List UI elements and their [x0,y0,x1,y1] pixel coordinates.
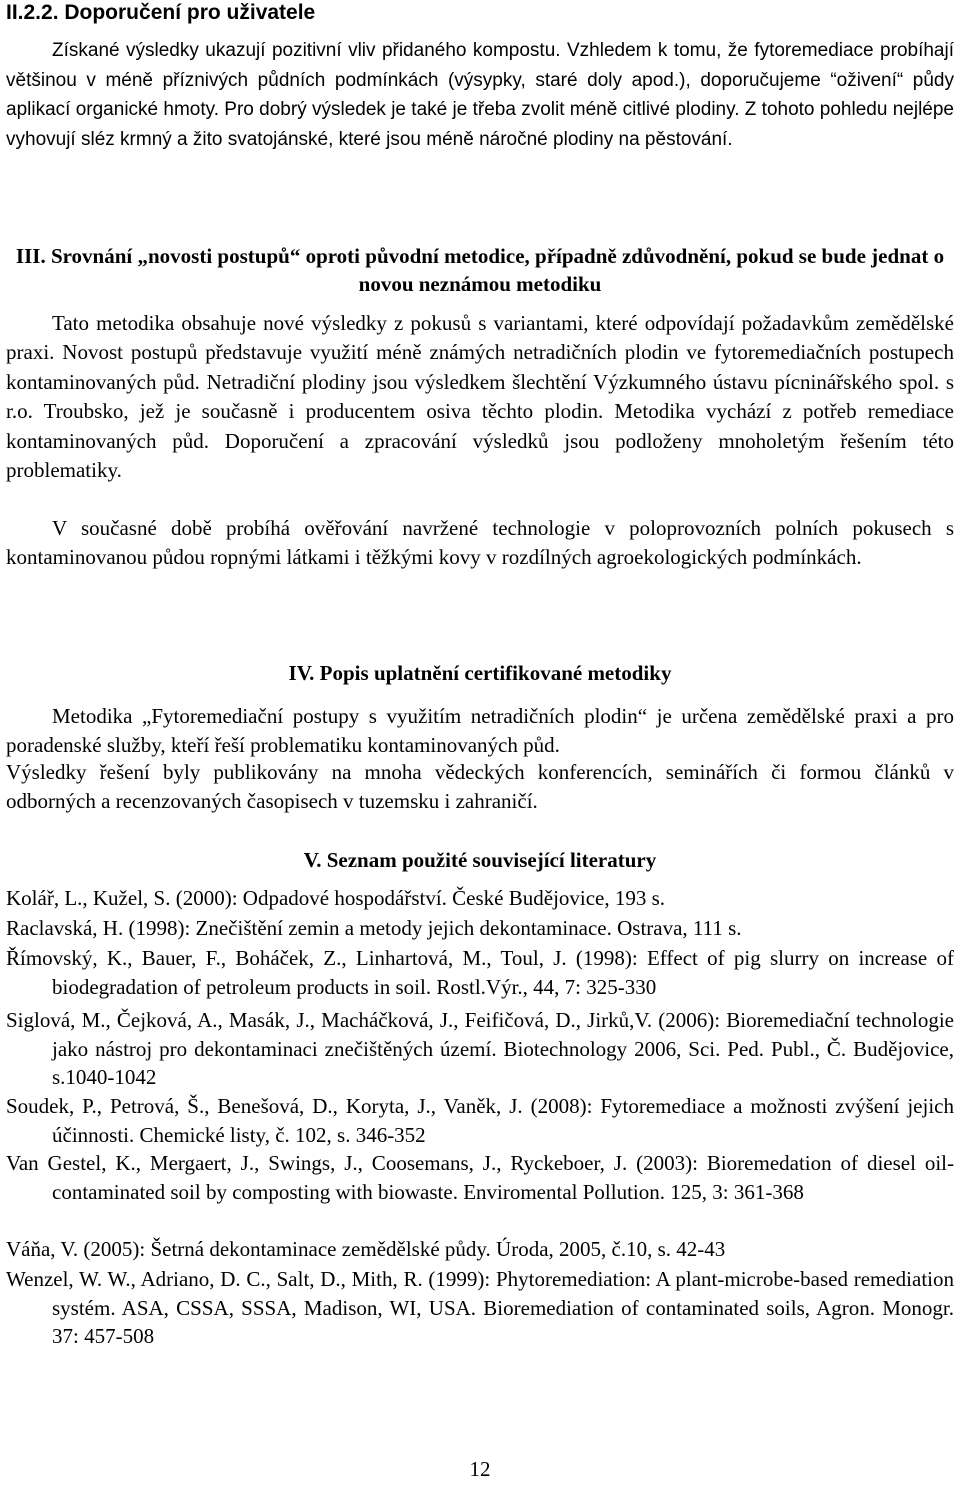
reference-item: Kolář, L., Kužel, S. (2000): Odpadové hospodářství. České Budějovice, 193 s. [6,886,666,910]
reference-item: Soudek, P., Petrová, Š., Benešová, D., Koryta, J., Vaněk, J. (2008): Fytoremediace a možnosti zvýšení jejich účinnosti. Chemické listy, č. 102, s. 346-352 [6,1094,954,1147]
paragraph-overovani: V současné době probíhá ověřování navržené technologie v poloprovozních polních pokusech s kontaminovanou půdou ropnými látkami i těžkými kovy v rozdílných agroekologických podmínkách. [6,516,954,570]
page-number: 12 [469,1457,491,1481]
section-heading-literatura: V. Seznam použité související literatury [303,848,657,872]
paragraph-novost-postupu: Tato metodika obsahuje nové výsledky z pokusů s variantami, které odpovídají požadavkům zemědělské praxi. Novost postupů představuje využití méně známých netradičních plodin ve fytoremediačních postupech kontaminovaných půd. Netradiční plodiny jsou výsledkem šlechtění Výzkumného ústavu pícninářského spol. s r.o. Troubsko, jež je současně i producentem osiva těchto plodin. Metodika vychází z potřeb remediace kontaminovaných půd. Doporučení a zpracování výsledků jsou podloženy mnoholetým řešením této problematiky. [6,311,954,483]
reference-item: Wenzel, W. W., Adriano, D. C., Salt, D., Mith, R. (1999): Phytoremediation: A plant-microbe-based remediation systém. ASA, CSSA, SSSA, Madison, WI, USA. Bioremediation of contaminated soils, Agron. Monogr. 37: 457-508 [6,1267,954,1349]
paragraph-doporuceni: Získané výsledky ukazují pozitivní vliv přidaného kompostu. Vzhledem k tomu, že fytoremediace probíhají většinou v méně příznivých půdních podmínkách (výsypky, staré doly apod.), doporučujeme “oživení“ půdy aplikací organické hmoty. Pro dobrý výsledek je také je třeba zvolit méně citlivé plodiny. Z tohoto pohledu nejlépe vyhovují sléz krmný a žito svatojánské, které jsou méně náročné plodiny na pěstování. [6,40,954,150]
reference-item: Váňa, V. (2005): Šetrná dekontaminace zemědělské půdy. Úroda, 2005, č.10, s. 42-43 [6,1237,726,1261]
section-heading-uplatneni: IV. Popis uplatnění certifikované metodiky [288,661,672,685]
reference-item: Siglová, M., Čejková, A., Masák, J., Macháčková, J., Feifičová, D., Jirků,V. (2006): Bioremediační technologie jako nástroj pro dekontaminaci znečištěných území. Biotechnology 2006, Sci. Ped. Publ., Č. Budějovice, s.1040-1042 [6,1008,954,1090]
reference-item: Římovský, K., Bauer, F., Boháček, Z., Linhartová, M., Toul, J. (1998): Effect of pig slurry on increase of biodegradation of petroleum products in soil. Rostl.Výr., 44, 7: 325-330 [6,946,954,999]
section-heading-doporuceni: II.2.2. Doporučení pro uživatele [6,1,316,24]
paragraph-publikace: Výsledky řešení byly publikovány na mnoha vědeckých konferencích, seminářích či formou článků v odborných a recenzovaných časopisech v tuzemsku i zahraničí. [6,760,954,814]
section-heading-srovnani: III. Srovnání „novosti postupů“ oproti původní metodice, případně zdůvodnění, pokud se bude jednat o novou neznámou metodiku [15,244,945,296]
paragraph-uplatneni: Metodika „Fytoremediační postupy s využitím netradičních plodin“ je určena zemědělské praxi a pro poradenské služby, kteří řeší problematiku kontaminovaných půd. [6,704,954,758]
reference-item: Van Gestel, K., Mergaert, J., Swings, J., Coosemans, J., Ryckeboer, J. (2003): Bioremedation of diesel oil-contaminated soil by composting with biowaste. Enviromental Pollution. 125, 3: 361-368 [6,1151,954,1204]
reference-item: Raclavská, H. (1998): Znečištění zemin a metody jejich dekontaminace. Ostrava, 111 s. [6,916,742,940]
